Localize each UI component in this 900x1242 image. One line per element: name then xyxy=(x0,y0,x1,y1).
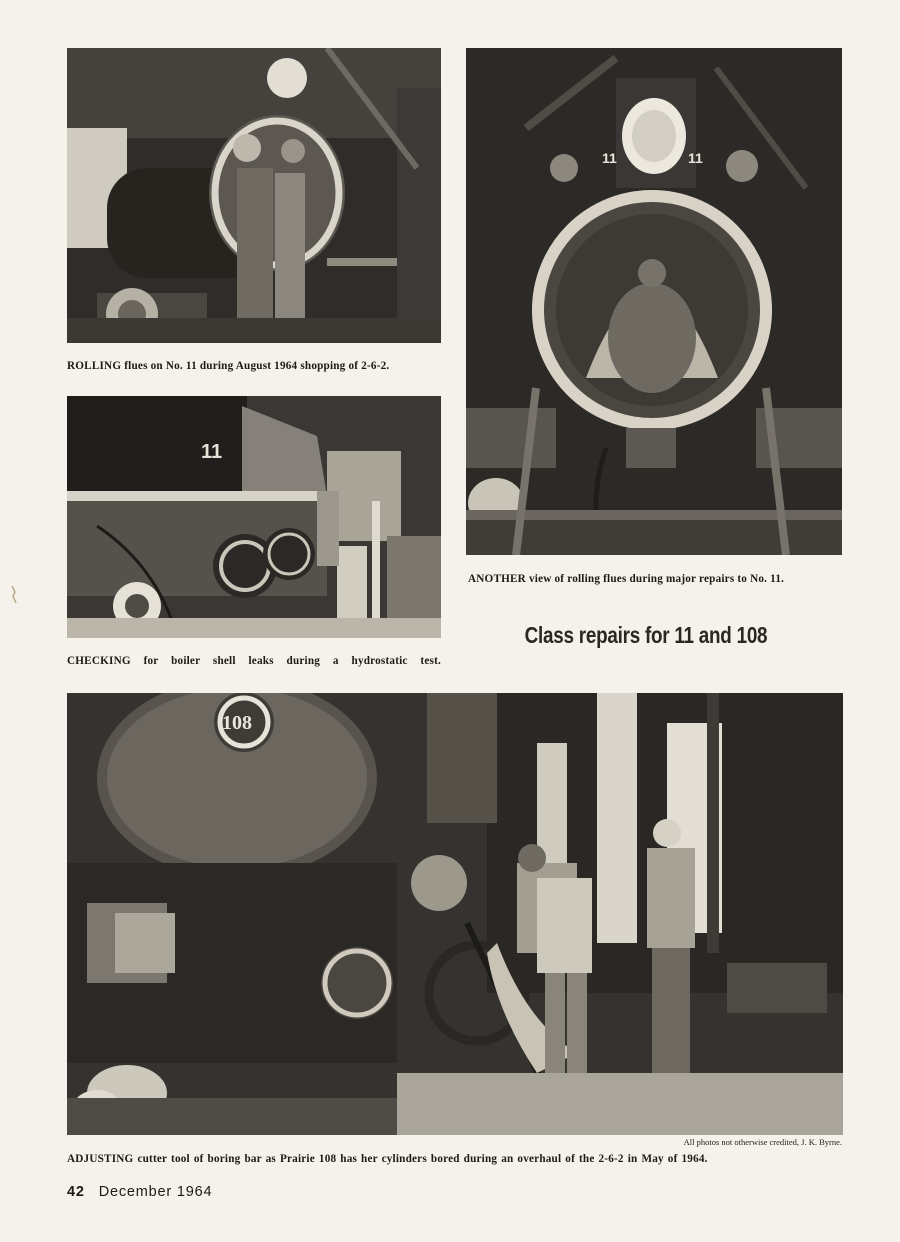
caption-text: view of rolling flues during major repairs to No. 11. xyxy=(525,573,785,585)
cab-number: 11 xyxy=(201,441,223,463)
page-edge-smudge xyxy=(8,586,20,604)
caption-lead: CHECKING xyxy=(67,655,131,667)
caption-lead: ANOTHER xyxy=(468,573,526,585)
front-number-right: 11 xyxy=(688,150,703,166)
issue-date: December 1964 xyxy=(98,1184,213,1200)
caption-text: flues on No. 11 during August 1964 shopping of 2-6-2. xyxy=(121,360,390,372)
photo-credit: All photos not otherwise credited, J. K. Byrne. xyxy=(683,1137,842,1147)
page-footer xyxy=(67,1184,212,1200)
photo-adjusting-cutter xyxy=(67,693,843,1135)
caption-text: cutter tool of boring bar as Prairie 108 has her cylinders bored during an overhaul of the 2-6-2 in May of 1964. xyxy=(133,1153,708,1165)
caption-lead: ROLLING xyxy=(67,360,122,372)
front-number-left: 11 xyxy=(602,150,617,166)
article-headline: Class repairs for 11 and 108 xyxy=(524,622,768,648)
photo-rolling-flues xyxy=(67,48,441,343)
caption-checking xyxy=(67,654,441,668)
page-number: 42 xyxy=(67,1184,85,1200)
caption-lead: ADJUSTING xyxy=(67,1153,134,1165)
photo-another-view xyxy=(466,48,842,555)
caption-rolling xyxy=(67,359,441,373)
smokebox-number-plate: 108 xyxy=(222,712,252,734)
caption-another xyxy=(468,572,842,586)
caption-text: for boiler shell leaks during a hydrostatic test. xyxy=(130,655,441,667)
caption-adjusting xyxy=(67,1152,843,1166)
photo-checking-boiler xyxy=(67,396,441,638)
